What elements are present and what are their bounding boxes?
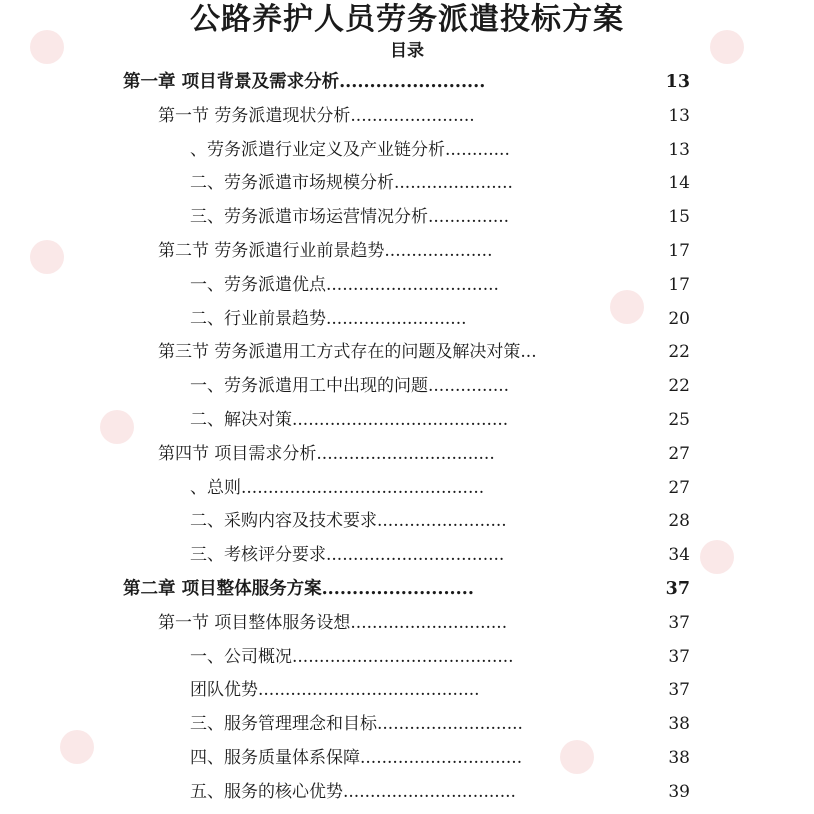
toc-page-number: 15 xyxy=(668,207,690,228)
toc-leader-dots: ....................... xyxy=(350,105,475,126)
toc-subsection-row[interactable] xyxy=(0,269,814,303)
toc-entry-label xyxy=(158,438,495,472)
toc-leader-dots: ...................... xyxy=(394,173,513,194)
toc-entry-text: 五、服务的核心优势 xyxy=(190,781,343,802)
toc-leader-dots: ........................ xyxy=(377,511,507,532)
toc-entry-text: 第一节 劳务派遣现状分析 xyxy=(158,105,351,126)
toc-entry-text: 第一节 项目整体服务设想 xyxy=(158,612,351,633)
toc-subsection-row[interactable] xyxy=(0,167,814,201)
toc-leader-dots: .................... xyxy=(384,240,493,261)
toc-leader-dots: ......................... xyxy=(321,578,474,599)
toc-leader-dots: ................................ xyxy=(343,781,516,802)
toc-page-number: 27 xyxy=(668,477,690,498)
toc-section-row[interactable] xyxy=(0,235,814,269)
toc-entry-label xyxy=(190,539,504,573)
toc-page-number: 22 xyxy=(668,342,690,363)
toc-entry-text: 一、劳务派遣优点 xyxy=(190,274,326,295)
toc-page-number: 20 xyxy=(668,308,690,329)
toc-entry-label xyxy=(190,269,499,303)
toc-entry-text: 、总则 xyxy=(190,477,241,498)
toc-entry-label xyxy=(190,201,509,235)
toc-subsection-row[interactable] xyxy=(0,370,814,404)
toc-entry-label xyxy=(158,336,537,370)
toc-entry-label xyxy=(190,303,467,337)
toc-page-number: 17 xyxy=(668,274,690,295)
toc-entry-text: 一、劳务派遣用工中出现的问题 xyxy=(190,376,428,397)
toc-entry-text: 三、劳务派遣市场运营情况分析 xyxy=(190,207,428,228)
toc-page-number: 22 xyxy=(668,376,690,397)
toc-page-number: 38 xyxy=(668,714,690,735)
toc-leader-dots: .......................... xyxy=(326,308,467,329)
toc-entry-text: 第二章 项目整体服务方案 xyxy=(123,578,322,599)
toc-page-number: 34 xyxy=(668,545,690,566)
toc-subsection-row[interactable] xyxy=(0,674,814,708)
toc-entry-label xyxy=(158,235,492,269)
toc-entry-label xyxy=(190,404,508,438)
toc-page-number: 39 xyxy=(668,781,690,802)
toc-entry-label xyxy=(123,573,474,607)
toc-leader-dots: ................................ xyxy=(326,274,499,295)
toc-entry-text: 二、行业前景趋势 xyxy=(190,308,326,329)
toc-subsection-row[interactable] xyxy=(0,505,814,539)
toc-section-row[interactable] xyxy=(0,438,814,472)
toc-page-number: 37 xyxy=(668,612,690,633)
toc-page-number: 37 xyxy=(665,578,690,599)
toc-entry-label xyxy=(190,674,480,708)
toc-entry-label xyxy=(190,776,516,810)
toc-entry-text: 二、采购内容及技术要求 xyxy=(190,511,377,532)
toc-entry-label xyxy=(158,100,475,134)
toc-page-number: 28 xyxy=(668,511,690,532)
toc-entry-label xyxy=(190,742,522,776)
toc-leader-dots: ............ xyxy=(445,139,510,160)
toc-page-number: 38 xyxy=(668,747,690,768)
toc-page-number: 17 xyxy=(668,240,690,261)
toc-leader-dots: ............................. xyxy=(350,612,508,633)
toc-entry-label xyxy=(190,708,523,742)
toc-leader-dots: ........................ xyxy=(339,72,486,92)
toc-subsection-row[interactable] xyxy=(0,201,814,235)
toc-subsection-row[interactable] xyxy=(0,641,814,675)
toc-section-row[interactable] xyxy=(0,607,814,641)
toc-entry-text: 第四节 项目需求分析 xyxy=(158,443,317,464)
toc-entry-text: 三、考核评分要求 xyxy=(190,545,326,566)
toc-subsection-row[interactable] xyxy=(0,472,814,506)
toc-entry-label xyxy=(123,66,485,100)
toc-subsection-row[interactable] xyxy=(0,776,814,810)
toc-entry-text: 三、服务管理理念和目标 xyxy=(190,714,377,735)
toc-entry-label xyxy=(190,167,513,201)
toc-leader-dots: ................................. xyxy=(326,545,505,566)
toc-entry-label xyxy=(190,641,514,675)
toc-entry-text: 团队优势 xyxy=(190,680,258,701)
toc-leader-dots: ............................................. xyxy=(241,477,485,498)
toc-entry-text: 二、劳务派遣市场规模分析 xyxy=(190,173,394,194)
toc-subsection-row[interactable] xyxy=(0,404,814,438)
toc-entry-label xyxy=(190,472,484,506)
toc-leader-dots: ........................................ xyxy=(292,409,509,430)
table-of-contents xyxy=(0,66,814,810)
toc-entry-text: 四、服务质量体系保障 xyxy=(190,747,360,768)
toc-subsection-row[interactable] xyxy=(0,708,814,742)
toc-leader-dots: ... xyxy=(520,342,537,363)
toc-entry-text: 、劳务派遣行业定义及产业链分析 xyxy=(190,139,445,160)
toc-entry-text: 二、解决对策 xyxy=(190,409,292,430)
toc-chapter-row[interactable] xyxy=(0,573,814,607)
toc-page-number: 14 xyxy=(668,173,690,194)
toc-section-row[interactable] xyxy=(0,336,814,370)
toc-entry-text: 第三节 劳务派遣用工方式存在的问题及解决对策 xyxy=(158,342,521,363)
toc-leader-dots: ......................................... xyxy=(292,646,514,667)
toc-leader-dots: .............................. xyxy=(360,747,523,768)
document-title: 公路养护人员劳务派遣投标方案 xyxy=(190,2,624,37)
toc-entry-label xyxy=(190,370,509,404)
toc-leader-dots: ......................................... xyxy=(258,680,480,701)
toc-entry-text: 一、公司概况 xyxy=(190,646,292,667)
toc-section-row[interactable] xyxy=(0,100,814,134)
toc-page-number: 37 xyxy=(668,646,690,667)
toc-page-number: 13 xyxy=(665,72,690,92)
toc-subsection-row[interactable] xyxy=(0,742,814,776)
toc-entry-text: 第一章 项目背景及需求分析 xyxy=(123,72,340,92)
toc-page-number: 13 xyxy=(668,139,690,160)
toc-leader-dots: ................................. xyxy=(316,443,495,464)
toc-page-number: 27 xyxy=(668,443,690,464)
toc-subsection-row[interactable] xyxy=(0,134,814,168)
toc-heading: 目录 xyxy=(390,41,424,61)
toc-entry-label xyxy=(190,505,507,539)
toc-page-number: 13 xyxy=(668,105,690,126)
toc-page-number: 25 xyxy=(668,409,690,430)
toc-page-number: 37 xyxy=(668,680,690,701)
toc-entry-text: 第二节 劳务派遣行业前景趋势 xyxy=(158,240,385,261)
toc-leader-dots: ........................... xyxy=(377,714,523,735)
toc-subsection-row[interactable] xyxy=(0,539,814,573)
toc-entry-label xyxy=(158,607,507,641)
toc-chapter-row[interactable] xyxy=(0,66,814,100)
toc-leader-dots: ............... xyxy=(428,207,510,228)
toc-leader-dots: ............... xyxy=(428,376,510,397)
toc-subsection-row[interactable] xyxy=(0,303,814,337)
toc-entry-label xyxy=(190,134,510,168)
